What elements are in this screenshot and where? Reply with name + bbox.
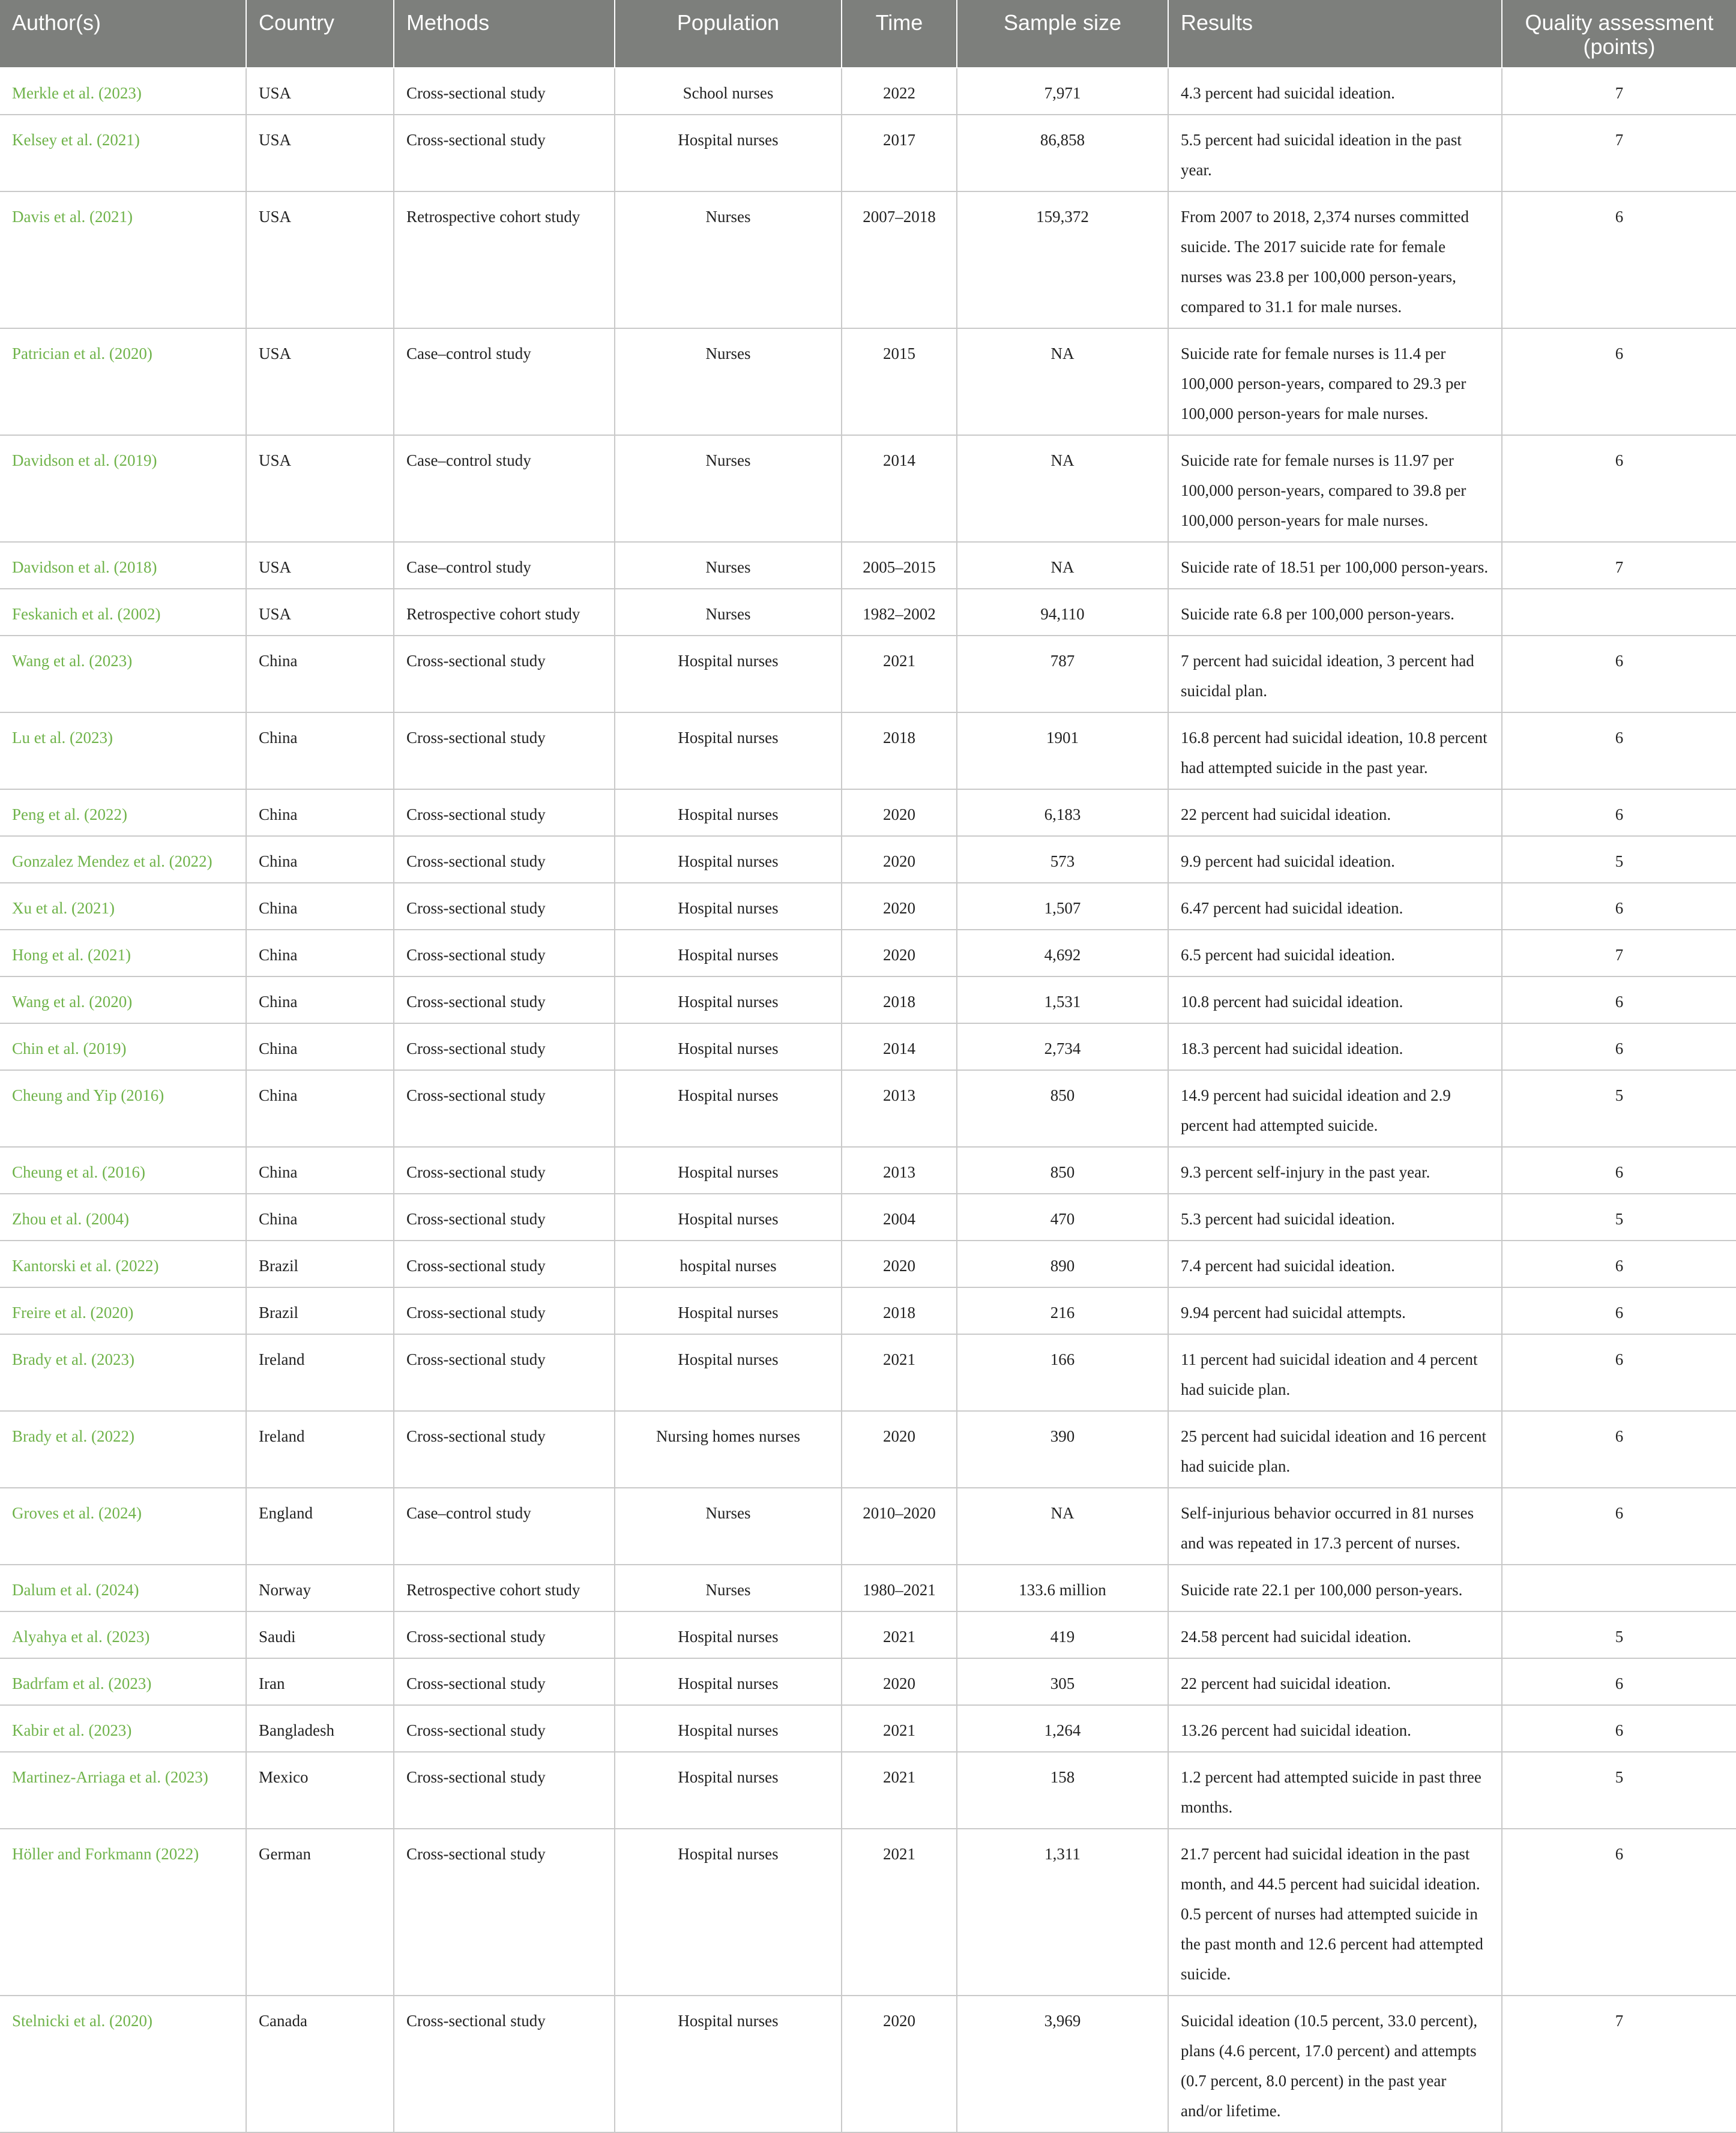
sample-size-cell: 390: [957, 1411, 1168, 1488]
sample-size-cell: 1901: [957, 712, 1168, 789]
quality-cell: 7: [1502, 930, 1736, 976]
time-cell: 2020: [842, 930, 957, 976]
methods-cell: Cross-sectional study: [394, 1752, 615, 1829]
author-cell[interactable]: Höller and Forkmann (2022): [0, 1829, 246, 1996]
time-cell: 2020: [842, 883, 957, 930]
table-body: [0, 68, 1736, 2132]
column-header-time: Time: [842, 0, 957, 68]
population-cell: Hospital nurses: [615, 1752, 842, 1829]
sample-size-cell: 7,971: [957, 68, 1168, 115]
table-row: [0, 789, 1736, 836]
sample-size-cell: 166: [957, 1334, 1168, 1411]
country-cell: USA: [246, 435, 394, 542]
sample-size-cell: 158: [957, 1752, 1168, 1829]
methods-cell: Cross-sectional study: [394, 1194, 615, 1241]
quality-cell: 5: [1502, 1194, 1736, 1241]
sample-size-cell: 850: [957, 1147, 1168, 1194]
methods-cell: Cross-sectional study: [394, 1334, 615, 1411]
population-cell: Hospital nurses: [615, 1658, 842, 1705]
time-cell: 2020: [842, 1658, 957, 1705]
country-cell: USA: [246, 115, 394, 191]
results-cell: 24.58 percent had suicidal ideation.: [1168, 1611, 1502, 1658]
country-cell: Ireland: [246, 1411, 394, 1488]
results-cell: 18.3 percent had suicidal ideation.: [1168, 1023, 1502, 1070]
table-row: [0, 636, 1736, 712]
author-cell[interactable]: Cheung et al. (2016): [0, 1147, 246, 1194]
country-cell: China: [246, 976, 394, 1023]
methods-cell: Cross-sectional study: [394, 636, 615, 712]
results-cell: 14.9 percent had suicidal ideation and 2.9 percent had attempted suicide.: [1168, 1070, 1502, 1147]
author-cell[interactable]: Cheung and Yip (2016): [0, 1070, 246, 1147]
results-cell: 6.5 percent had suicidal ideation.: [1168, 930, 1502, 976]
methods-cell: Case–control study: [394, 435, 615, 542]
country-cell: Norway: [246, 1565, 394, 1611]
quality-cell: 6: [1502, 1241, 1736, 1287]
author-cell[interactable]: Stelnicki et al. (2020): [0, 1996, 246, 2132]
sample-size-cell: 850: [957, 1070, 1168, 1147]
population-cell: Hospital nurses: [615, 1147, 842, 1194]
time-cell: 2020: [842, 789, 957, 836]
quality-cell: 6: [1502, 1411, 1736, 1488]
author-cell[interactable]: Gonzalez Mendez et al. (2022): [0, 836, 246, 883]
country-cell: USA: [246, 68, 394, 115]
methods-cell: Cross-sectional study: [394, 883, 615, 930]
results-cell: 21.7 percent had suicidal ideation in the past month, and 44.5 percent had suicidal ideation. 0.5 percent of nurses had attempted suicide in the past month and 12.6 percent had attempted suicide.: [1168, 1829, 1502, 1996]
results-cell: Self-injurious behavior occurred in 81 nurses and was repeated in 17.3 percent of nurses.: [1168, 1488, 1502, 1565]
time-cell: 2004: [842, 1194, 957, 1241]
methods-cell: Cross-sectional study: [394, 1658, 615, 1705]
sample-size-cell: 573: [957, 836, 1168, 883]
table-row: [0, 328, 1736, 435]
header-row: [0, 0, 1736, 68]
table-row: [0, 589, 1736, 636]
quality-cell: 6: [1502, 883, 1736, 930]
table-row: [0, 435, 1736, 542]
country-cell: Mexico: [246, 1752, 394, 1829]
time-cell: 2014: [842, 1023, 957, 1070]
quality-cell: 6: [1502, 1705, 1736, 1752]
author-cell[interactable]: Merkle et al. (2023): [0, 68, 246, 115]
time-cell: 2020: [842, 1996, 957, 2132]
methods-cell: Cross-sectional study: [394, 1147, 615, 1194]
time-cell: 2021: [842, 636, 957, 712]
author-cell[interactable]: Xu et al. (2021): [0, 883, 246, 930]
author-cell[interactable]: Wang et al. (2020): [0, 976, 246, 1023]
results-cell: 11 percent had suicidal ideation and 4 percent had suicide plan.: [1168, 1334, 1502, 1411]
author-cell[interactable]: Badrfam et al. (2023): [0, 1658, 246, 1705]
methods-cell: Cross-sectional study: [394, 1287, 615, 1334]
table-row: [0, 542, 1736, 589]
population-cell: Nurses: [615, 435, 842, 542]
table-row: [0, 712, 1736, 789]
time-cell: 2020: [842, 836, 957, 883]
time-cell: 2021: [842, 1829, 957, 1996]
author-cell[interactable]: Patrician et al. (2020): [0, 328, 246, 435]
sample-size-cell: NA: [957, 435, 1168, 542]
quality-cell: 6: [1502, 328, 1736, 435]
author-cell[interactable]: Feskanich et al. (2002): [0, 589, 246, 636]
methods-cell: Retrospective cohort study: [394, 191, 615, 328]
population-cell: Hospital nurses: [615, 836, 842, 883]
country-cell: Iran: [246, 1658, 394, 1705]
population-cell: Hospital nurses: [615, 1996, 842, 2132]
author-cell[interactable]: Chin et al. (2019): [0, 1023, 246, 1070]
table-row: [0, 1611, 1736, 1658]
author-cell[interactable]: Kantorski et al. (2022): [0, 1241, 246, 1287]
author-cell[interactable]: Brady et al. (2023): [0, 1334, 246, 1411]
table-row: [0, 930, 1736, 976]
table-row: [0, 1411, 1736, 1488]
methods-cell: Cross-sectional study: [394, 1070, 615, 1147]
population-cell: Hospital nurses: [615, 712, 842, 789]
column-header-sample-size: Sample size: [957, 0, 1168, 68]
methods-cell: Cross-sectional study: [394, 1023, 615, 1070]
population-cell: Hospital nurses: [615, 1611, 842, 1658]
time-cell: 2013: [842, 1147, 957, 1194]
author-cell[interactable]: Peng et al. (2022): [0, 789, 246, 836]
table-row: [0, 1194, 1736, 1241]
population-cell: Hospital nurses: [615, 976, 842, 1023]
time-cell: 2018: [842, 1287, 957, 1334]
results-cell: 1.2 percent had attempted suicide in past three months.: [1168, 1752, 1502, 1829]
country-cell: China: [246, 712, 394, 789]
results-cell: 25 percent had suicidal ideation and 16 percent had suicide plan.: [1168, 1411, 1502, 1488]
quality-cell: 5: [1502, 1611, 1736, 1658]
country-cell: USA: [246, 191, 394, 328]
sample-size-cell: 86,858: [957, 115, 1168, 191]
results-cell: 9.9 percent had suicidal ideation.: [1168, 836, 1502, 883]
results-cell: 22 percent had suicidal ideation.: [1168, 1658, 1502, 1705]
quality-cell: 7: [1502, 68, 1736, 115]
quality-cell: 6: [1502, 1334, 1736, 1411]
time-cell: 2020: [842, 1241, 957, 1287]
population-cell: Nursing homes nurses: [615, 1411, 842, 1488]
author-cell[interactable]: Davidson et al. (2019): [0, 435, 246, 542]
sample-size-cell: 6,183: [957, 789, 1168, 836]
sample-size-cell: 94,110: [957, 589, 1168, 636]
quality-cell: 5: [1502, 1752, 1736, 1829]
country-cell: USA: [246, 328, 394, 435]
methods-cell: Cross-sectional study: [394, 1611, 615, 1658]
table-row: [0, 1241, 1736, 1287]
methods-cell: Cross-sectional study: [394, 1996, 615, 2132]
quality-cell: 6: [1502, 1488, 1736, 1565]
quality-cell: [1502, 589, 1736, 636]
sample-size-cell: NA: [957, 328, 1168, 435]
population-cell: Hospital nurses: [615, 636, 842, 712]
table-row: [0, 1147, 1736, 1194]
results-cell: 16.8 percent had suicidal ideation, 10.8 percent had attempted suicide in the past year.: [1168, 712, 1502, 789]
methods-cell: Cross-sectional study: [394, 1411, 615, 1488]
column-header-country: Country: [246, 0, 394, 68]
author-cell[interactable]: Davidson et al. (2018): [0, 542, 246, 589]
population-cell: Hospital nurses: [615, 883, 842, 930]
time-cell: 2021: [842, 1611, 957, 1658]
table-row: [0, 1488, 1736, 1565]
table-row: [0, 976, 1736, 1023]
sample-size-cell: 4,692: [957, 930, 1168, 976]
country-cell: USA: [246, 542, 394, 589]
results-cell: 6.47 percent had suicidal ideation.: [1168, 883, 1502, 930]
country-cell: Ireland: [246, 1334, 394, 1411]
results-cell: Suicide rate 6.8 per 100,000 person-years.: [1168, 589, 1502, 636]
results-cell: 9.3 percent self-injury in the past year.: [1168, 1147, 1502, 1194]
sample-size-cell: 216: [957, 1287, 1168, 1334]
table-row: [0, 883, 1736, 930]
quality-cell: 7: [1502, 542, 1736, 589]
time-cell: 1982–2002: [842, 589, 957, 636]
quality-cell: 6: [1502, 1829, 1736, 1996]
methods-cell: Retrospective cohort study: [394, 1565, 615, 1611]
methods-cell: Cross-sectional study: [394, 68, 615, 115]
author-cell[interactable]: Brady et al. (2022): [0, 1411, 246, 1488]
quality-cell: 6: [1502, 1023, 1736, 1070]
time-cell: 2021: [842, 1705, 957, 1752]
methods-cell: Cross-sectional study: [394, 1705, 615, 1752]
table-row: [0, 1829, 1736, 1996]
quality-cell: [1502, 1565, 1736, 1611]
time-cell: 2010–2020: [842, 1488, 957, 1565]
methods-cell: Cross-sectional study: [394, 789, 615, 836]
column-header-population: Population: [615, 0, 842, 68]
table-row: [0, 836, 1736, 883]
results-cell: 5.5 percent had suicidal ideation in the past year.: [1168, 115, 1502, 191]
population-cell: Hospital nurses: [615, 789, 842, 836]
column-header-results: Results: [1168, 0, 1502, 68]
results-cell: 13.26 percent had suicidal ideation.: [1168, 1705, 1502, 1752]
table-row: [0, 1752, 1736, 1829]
time-cell: 2005–2015: [842, 542, 957, 589]
sample-size-cell: 2,734: [957, 1023, 1168, 1070]
sample-size-cell: 1,264: [957, 1705, 1168, 1752]
quality-cell: 6: [1502, 636, 1736, 712]
results-cell: 7.4 percent had suicidal ideation.: [1168, 1241, 1502, 1287]
country-cell: Brazil: [246, 1287, 394, 1334]
results-cell: Suicide rate 22.1 per 100,000 person-years.: [1168, 1565, 1502, 1611]
methods-cell: Case–control study: [394, 542, 615, 589]
results-cell: 7 percent had suicidal ideation, 3 percent had suicidal plan.: [1168, 636, 1502, 712]
population-cell: Nurses: [615, 328, 842, 435]
results-cell: From 2007 to 2018, 2,374 nurses committed suicide. The 2017 suicide rate for female nurses was 23.8 per 100,000 person-years, compared to 31.1 for male nurses.: [1168, 191, 1502, 328]
sample-size-cell: 419: [957, 1611, 1168, 1658]
results-cell: 9.94 percent had suicidal attempts.: [1168, 1287, 1502, 1334]
quality-cell: 6: [1502, 712, 1736, 789]
population-cell: Hospital nurses: [615, 1194, 842, 1241]
country-cell: China: [246, 1070, 394, 1147]
table-row: [0, 1996, 1736, 2132]
population-cell: Hospital nurses: [615, 1705, 842, 1752]
methods-cell: Case–control study: [394, 328, 615, 435]
time-cell: 2018: [842, 712, 957, 789]
methods-cell: Retrospective cohort study: [394, 589, 615, 636]
results-cell: Suicidal ideation (10.5 percent, 33.0 percent), plans (4.6 percent, 17.0 percent) and attempts (0.7 percent, 8.0 percent) in the past year and/or lifetime.: [1168, 1996, 1502, 2132]
methods-cell: Cross-sectional study: [394, 115, 615, 191]
population-cell: Nurses: [615, 542, 842, 589]
results-cell: Suicide rate for female nurses is 11.4 per 100,000 person-years, compared to 29.3 per 100,000 person-years for male nurses.: [1168, 328, 1502, 435]
author-cell[interactable]: Zhou et al. (2004): [0, 1194, 246, 1241]
sample-size-cell: 133.6 million: [957, 1565, 1168, 1611]
country-cell: Bangladesh: [246, 1705, 394, 1752]
table-row: [0, 1070, 1736, 1147]
author-cell[interactable]: Kabir et al. (2023): [0, 1705, 246, 1752]
author-cell[interactable]: Hong et al. (2021): [0, 930, 246, 976]
sample-size-cell: 470: [957, 1194, 1168, 1241]
quality-cell: 6: [1502, 191, 1736, 328]
population-cell: Hospital nurses: [615, 1023, 842, 1070]
table-row: [0, 1287, 1736, 1334]
sample-size-cell: NA: [957, 542, 1168, 589]
author-cell[interactable]: Martinez-Arriaga et al. (2023): [0, 1752, 246, 1829]
author-cell[interactable]: Davis et al. (2021): [0, 191, 246, 328]
sample-size-cell: 305: [957, 1658, 1168, 1705]
author-cell[interactable]: Dalum et al. (2024): [0, 1565, 246, 1611]
time-cell: 2018: [842, 976, 957, 1023]
population-cell: Hospital nurses: [615, 1829, 842, 1996]
sample-size-cell: 1,507: [957, 883, 1168, 930]
table-row: [0, 191, 1736, 328]
table-row: [0, 68, 1736, 115]
quality-cell: 6: [1502, 1287, 1736, 1334]
quality-cell: 6: [1502, 976, 1736, 1023]
table-row: [0, 1334, 1736, 1411]
sample-size-cell: 787: [957, 636, 1168, 712]
sample-size-cell: NA: [957, 1488, 1168, 1565]
column-header-quality: Quality assessment (points): [1502, 0, 1736, 68]
country-cell: England: [246, 1488, 394, 1565]
methods-cell: Case–control study: [394, 1488, 615, 1565]
country-cell: Canada: [246, 1996, 394, 2132]
country-cell: China: [246, 636, 394, 712]
table-row: [0, 1658, 1736, 1705]
country-cell: China: [246, 789, 394, 836]
quality-cell: 7: [1502, 1996, 1736, 2132]
population-cell: Hospital nurses: [615, 1334, 842, 1411]
time-cell: 2021: [842, 1334, 957, 1411]
time-cell: 2007–2018: [842, 191, 957, 328]
time-cell: 2017: [842, 115, 957, 191]
results-cell: Suicide rate for female nurses is 11.97 per 100,000 person-years, compared to 39.8 per 100,000 person-years for male nurses.: [1168, 435, 1502, 542]
country-cell: Saudi: [246, 1611, 394, 1658]
methods-cell: Cross-sectional study: [394, 1241, 615, 1287]
country-cell: China: [246, 1023, 394, 1070]
time-cell: 2013: [842, 1070, 957, 1147]
quality-cell: 6: [1502, 1147, 1736, 1194]
quality-cell: 5: [1502, 1070, 1736, 1147]
author-cell[interactable]: Wang et al. (2023): [0, 636, 246, 712]
table-row: [0, 1565, 1736, 1611]
country-cell: China: [246, 883, 394, 930]
results-cell: 10.8 percent had suicidal ideation.: [1168, 976, 1502, 1023]
population-cell: Hospital nurses: [615, 1287, 842, 1334]
methods-cell: Cross-sectional study: [394, 930, 615, 976]
quality-cell: 5: [1502, 836, 1736, 883]
sample-size-cell: 1,311: [957, 1829, 1168, 1996]
results-cell: 5.3 percent had suicidal ideation.: [1168, 1194, 1502, 1241]
country-cell: China: [246, 836, 394, 883]
sample-size-cell: 3,969: [957, 1996, 1168, 2132]
quality-cell: 6: [1502, 1658, 1736, 1705]
table-row: [0, 1705, 1736, 1752]
country-cell: China: [246, 1147, 394, 1194]
time-cell: 2022: [842, 68, 957, 115]
country-cell: China: [246, 930, 394, 976]
time-cell: 2015: [842, 328, 957, 435]
population-cell: Nurses: [615, 1488, 842, 1565]
results-cell: 4.3 percent had suicidal ideation.: [1168, 68, 1502, 115]
country-cell: German: [246, 1829, 394, 1996]
time-cell: 1980–2021: [842, 1565, 957, 1611]
time-cell: 2020: [842, 1411, 957, 1488]
results-cell: Suicide rate of 18.51 per 100,000 person-years.: [1168, 542, 1502, 589]
country-cell: USA: [246, 589, 394, 636]
author-cell[interactable]: Lu et al. (2023): [0, 712, 246, 789]
sample-size-cell: 1,531: [957, 976, 1168, 1023]
population-cell: Nurses: [615, 1565, 842, 1611]
population-cell: Hospital nurses: [615, 930, 842, 976]
author-cell[interactable]: Kelsey et al. (2021): [0, 115, 246, 191]
table-row: [0, 1023, 1736, 1070]
time-cell: 2014: [842, 435, 957, 542]
table-row: [0, 115, 1736, 191]
country-cell: Brazil: [246, 1241, 394, 1287]
author-cell[interactable]: Alyahya et al. (2023): [0, 1611, 246, 1658]
country-cell: China: [246, 1194, 394, 1241]
quality-cell: 6: [1502, 435, 1736, 542]
methods-cell: Cross-sectional study: [394, 836, 615, 883]
population-cell: Nurses: [615, 589, 842, 636]
population-cell: Nurses: [615, 191, 842, 328]
column-header-methods: Methods: [394, 0, 615, 68]
population-cell: Hospital nurses: [615, 1070, 842, 1147]
quality-cell: 6: [1502, 789, 1736, 836]
sample-size-cell: 890: [957, 1241, 1168, 1287]
sample-size-cell: 159,372: [957, 191, 1168, 328]
author-cell[interactable]: Freire et al. (2020): [0, 1287, 246, 1334]
results-cell: 22 percent had suicidal ideation.: [1168, 789, 1502, 836]
population-cell: Hospital nurses: [615, 115, 842, 191]
author-cell[interactable]: Groves et al. (2024): [0, 1488, 246, 1565]
population-cell: School nurses: [615, 68, 842, 115]
methods-cell: Cross-sectional study: [394, 976, 615, 1023]
column-header-author: Author(s): [0, 0, 246, 68]
methods-cell: Cross-sectional study: [394, 1829, 615, 1996]
methods-cell: Cross-sectional study: [394, 712, 615, 789]
time-cell: 2021: [842, 1752, 957, 1829]
quality-cell: 7: [1502, 115, 1736, 191]
population-cell: hospital nurses: [615, 1241, 842, 1287]
